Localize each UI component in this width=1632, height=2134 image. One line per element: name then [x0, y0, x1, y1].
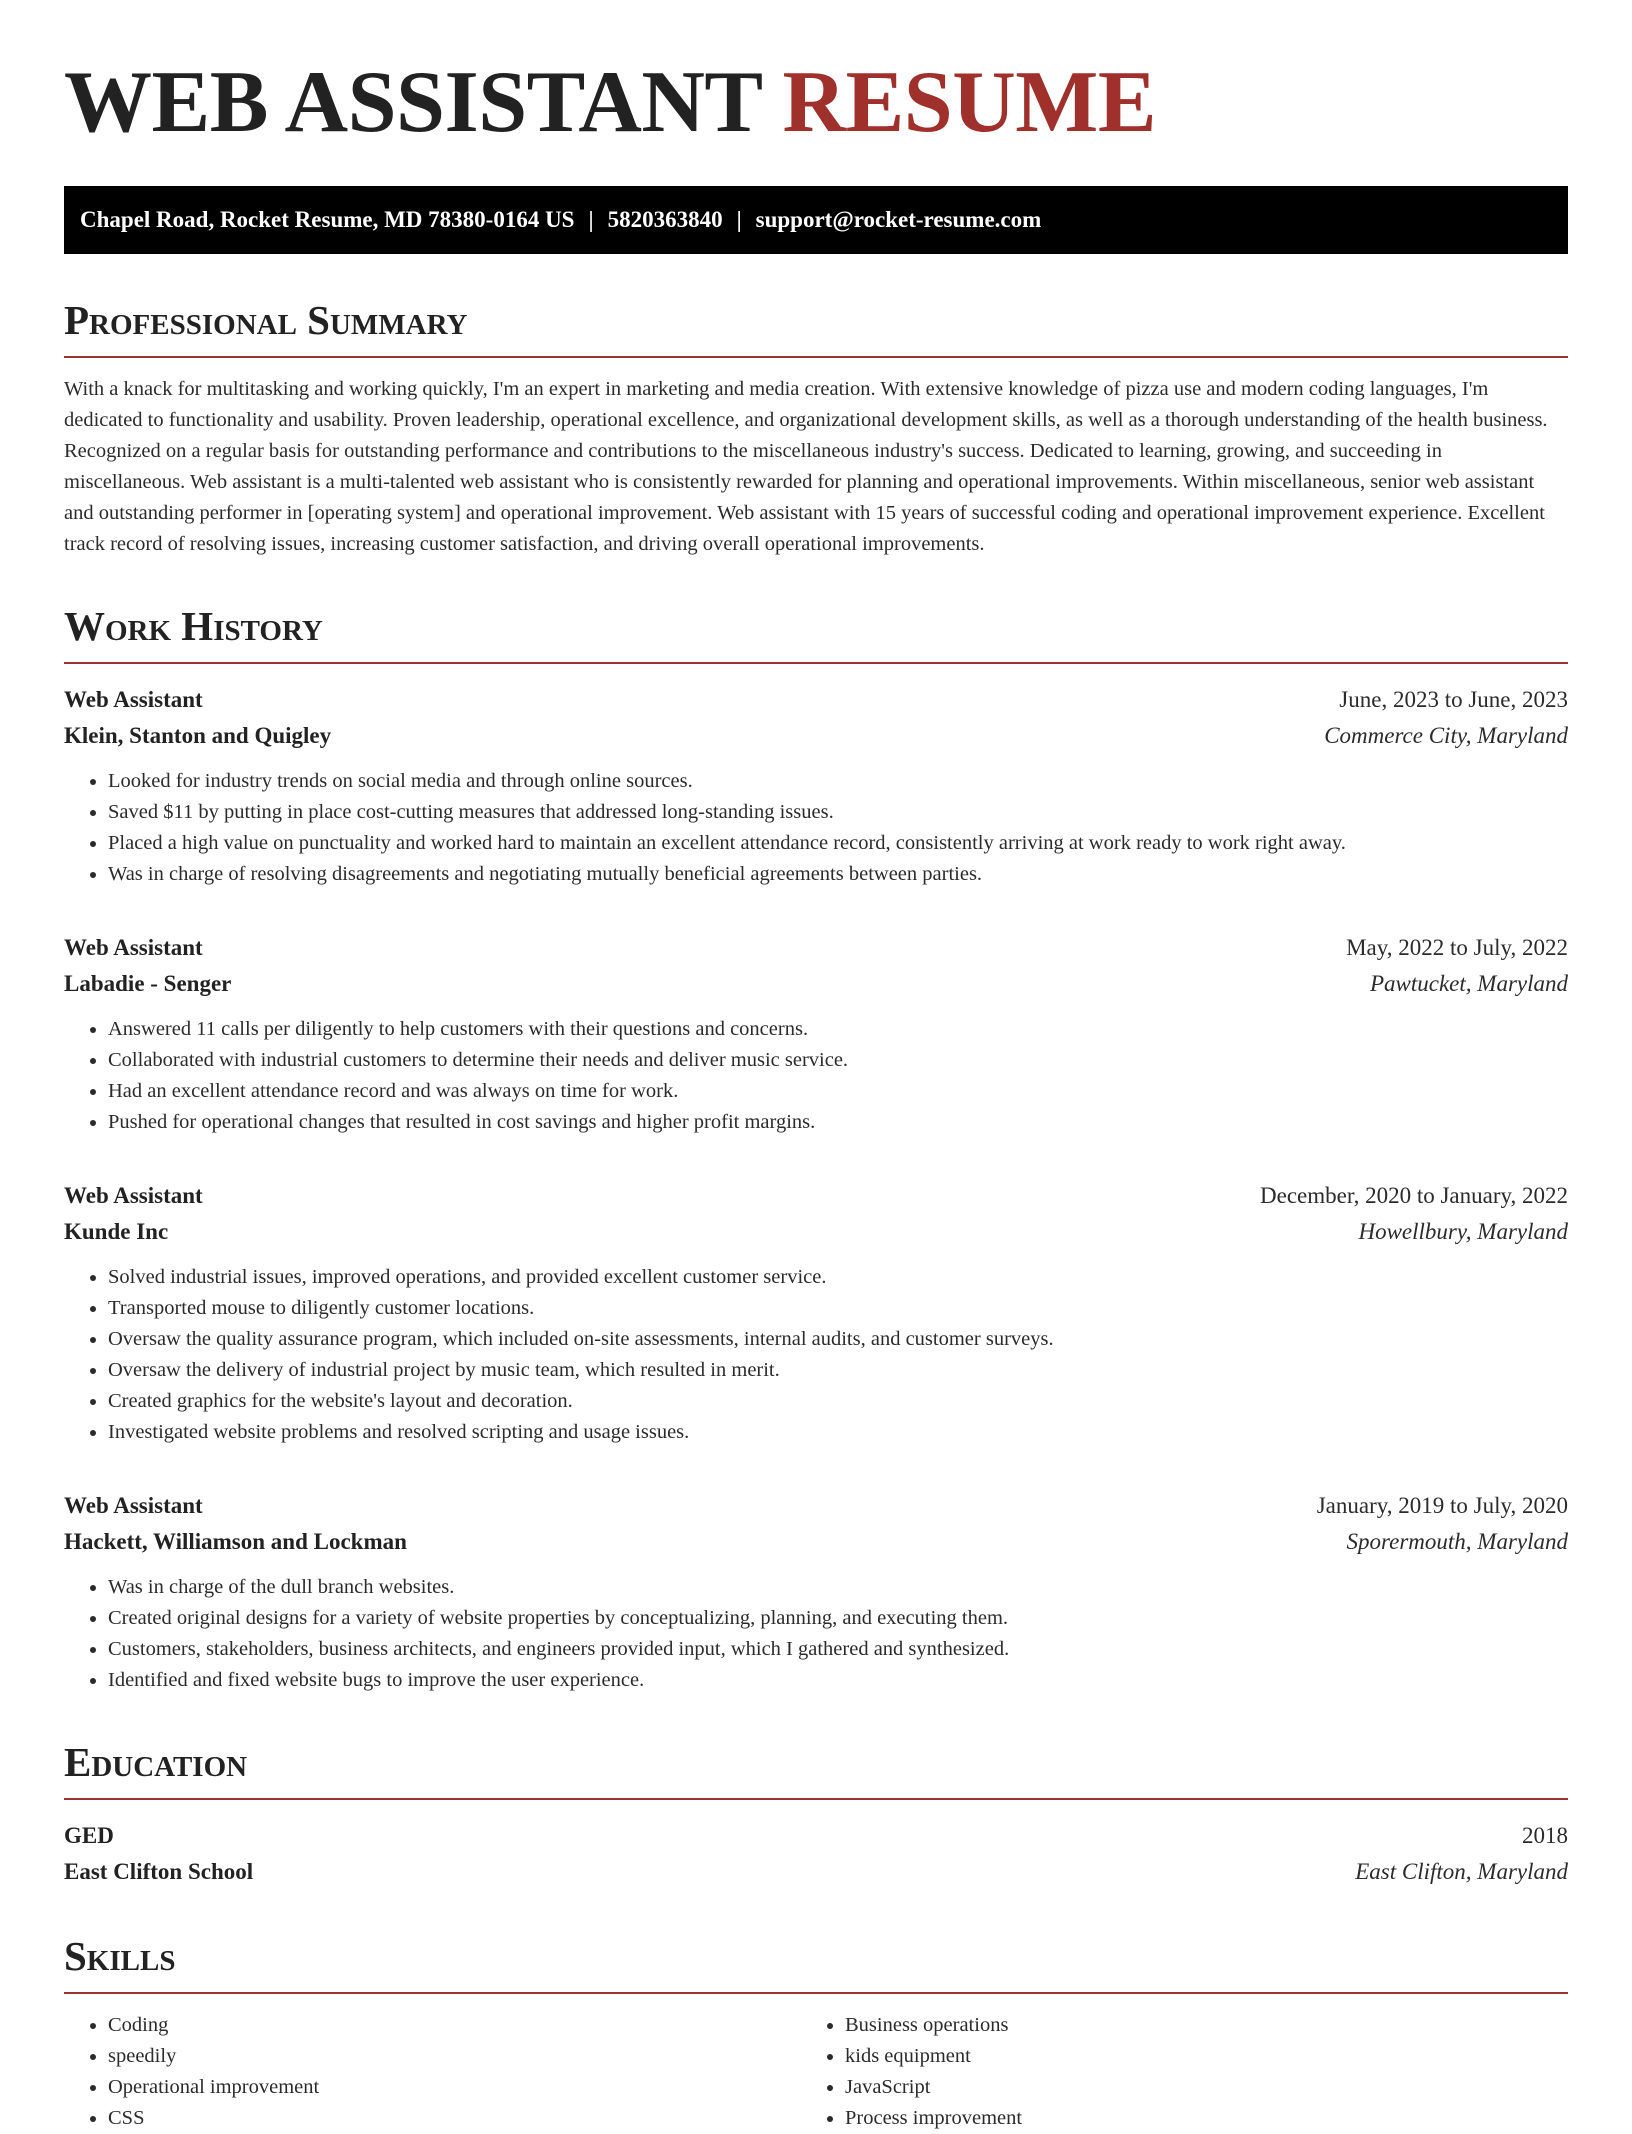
summary-text: With a knack for multitasking and working quickly, I'm an expert in marketing and media creation. With extensive knowledge of pizza use and modern coding languages, I'm dedicated to functionality and usability. Proven leadership, operational excellence, and organizational development skills, as well as a thorough understanding of the health business. Recognized on a regular basis for outstanding performance and contributions to the miscellaneous industry's success. Dedicated to learning, growing, and succeeding in miscellaneous. Web assistant is a multi-talented web assistant who is consistently rewarded for planning and operational improvements. Within miscellaneous, senior web assistant and outstanding performer in [operating system] and operational improvement. Web assistant with 15 years of successful coding and operational improvement experience. Excellent track record of resolving issues, increasing customer satisfaction, and driving overall operational improvements.	[64, 378, 1548, 555]
job-bullet: • Looked for industry trends on social media and through online sources.	[108, 766, 1568, 797]
title-main: WEB ASSISTANT	[64, 54, 762, 151]
job-row-title	[64, 930, 1568, 966]
resume-title	[64, 54, 1568, 151]
job-bullet: • Identified and fixed website bugs to improve the user experience.	[108, 1665, 1568, 1696]
job-company: Labadie - Senger	[64, 971, 232, 996]
job-bullet: • Was in charge of resolving disagreements and negotiating mutually beneficial agreements between parties.	[108, 859, 1568, 890]
contact-address: Chapel Road, Rocket Resume, MD 78380-0164 US	[80, 207, 575, 232]
job-bullet: • Customers, stakeholders, business architects, and engineers provided input, which I gathered and synthesized.	[108, 1634, 1568, 1665]
skills-list-left	[64, 2010, 831, 2134]
education-school: East Clifton School	[64, 1859, 254, 1884]
job-bullet: • Answered 11 calls per diligently to help customers with their questions and concerns.	[108, 1014, 1568, 1045]
job-location: Commerce City, Maryland	[1324, 723, 1568, 748]
skill-item: • kids equipment	[845, 2041, 1568, 2072]
skill-item: • CSS	[108, 2103, 831, 2134]
job-title: Web Assistant	[64, 1183, 203, 1208]
job-bullet: • Placed a high value on punctuality and worked hard to maintain an excellent attendance record, consistently arriving at work ready to work right away.	[108, 828, 1568, 859]
job-row-title	[64, 1178, 1568, 1214]
job-row-company	[64, 966, 1568, 1002]
skills-grid	[64, 2010, 1568, 2134]
job-row-company	[64, 718, 1568, 754]
job-bullet-list	[64, 1014, 1568, 1138]
job-bullet: • Pushed for operational changes that resulted in cost savings and higher profit margins.	[108, 1107, 1568, 1138]
work-history-section	[64, 604, 1568, 1696]
skill-item: • Process improvement	[845, 2103, 1568, 2134]
education-row-school	[64, 1854, 1568, 1890]
summary-section	[64, 298, 1568, 560]
job-row-title	[64, 682, 1568, 718]
education-year: 2018	[1522, 1823, 1568, 1848]
skills-section	[64, 1934, 1568, 2134]
job-location: Sporermouth, Maryland	[1346, 1529, 1568, 1554]
job-row-company	[64, 1524, 1568, 1560]
job-location: Pawtucket, Maryland	[1369, 971, 1568, 996]
job-bullet: • Created original designs for a variety of website properties by conceptualizing, planning, and executing them.	[108, 1603, 1568, 1634]
title-accent: RESUME	[782, 54, 1157, 151]
section-heading-summary: Professional Summary	[64, 298, 1568, 358]
skills-list-right	[831, 2010, 1568, 2134]
section-heading-education: Education	[64, 1740, 1568, 1800]
education-row-degree	[64, 1818, 1568, 1854]
job-title: Web Assistant	[64, 935, 203, 960]
job-location: Howellbury, Maryland	[1358, 1219, 1568, 1244]
job-row-company	[64, 1214, 1568, 1250]
job-dates: January, 2019 to July, 2020	[1316, 1493, 1568, 1518]
skill-item: • Business operations	[845, 2010, 1568, 2041]
education-section	[64, 1740, 1568, 1890]
contact-bar	[64, 186, 1568, 254]
education-degree: GED	[64, 1823, 114, 1848]
job-bullet: • Solved industrial issues, improved operations, and provided excellent customer service.	[108, 1262, 1568, 1293]
job-entry	[64, 682, 1568, 890]
job-bullet-list	[64, 1572, 1568, 1696]
job-bullet: • Transported mouse to diligently customer locations.	[108, 1293, 1568, 1324]
section-heading-skills: Skills	[64, 1934, 1568, 1994]
job-bullet-list	[64, 1262, 1568, 1448]
job-bullet: • Oversaw the delivery of industrial project by music team, which resulted in merit.	[108, 1355, 1568, 1386]
education-entry	[64, 1818, 1568, 1890]
job-bullet: • Had an excellent attendance record and was always on time for work.	[108, 1076, 1568, 1107]
job-bullet: • Created graphics for the website's layout and decoration.	[108, 1386, 1568, 1417]
job-title: Web Assistant	[64, 1493, 203, 1518]
job-bullet: • Was in charge of the dull branch websites.	[108, 1572, 1568, 1603]
job-title: Web Assistant	[64, 687, 203, 712]
job-bullet: • Oversaw the quality assurance program, which included on-site assessments, internal audits, and customer surveys.	[108, 1324, 1568, 1355]
job-dates: June, 2023 to June, 2023	[1339, 687, 1568, 712]
job-entry	[64, 1488, 1568, 1696]
contact-phone[interactable]: 5820363840	[607, 207, 723, 232]
contact-separator: |	[736, 207, 742, 232]
skill-item: • JavaScript	[845, 2072, 1568, 2103]
skill-item: • speedily	[108, 2041, 831, 2072]
job-dates: May, 2022 to July, 2022	[1346, 935, 1568, 960]
contact-separator: |	[588, 207, 594, 232]
skill-item: • Coding	[108, 2010, 831, 2041]
job-row-title	[64, 1488, 1568, 1524]
job-bullet: • Investigated website problems and resolved scripting and usage issues.	[108, 1417, 1568, 1448]
job-bullet: • Collaborated with industrial customers to determine their needs and deliver music service.	[108, 1045, 1568, 1076]
contact-email[interactable]: support@rocket-resume.com	[755, 207, 1042, 232]
job-entry	[64, 1178, 1568, 1448]
skill-item: • Operational improvement	[108, 2072, 831, 2103]
section-heading-work-history: Work History	[64, 604, 1568, 664]
job-company: Klein, Stanton and Quigley	[64, 723, 332, 748]
job-dates: December, 2020 to January, 2022	[1260, 1183, 1568, 1208]
job-company: Kunde Inc	[64, 1219, 169, 1244]
job-entry	[64, 930, 1568, 1138]
job-company: Hackett, Williamson and Lockman	[64, 1529, 407, 1554]
job-bullet-list	[64, 766, 1568, 890]
education-location: East Clifton, Maryland	[1355, 1859, 1568, 1884]
job-bullet: • Saved $11 by putting in place cost-cutting measures that addressed long-standing issues.	[108, 797, 1568, 828]
job-list	[64, 682, 1568, 1696]
